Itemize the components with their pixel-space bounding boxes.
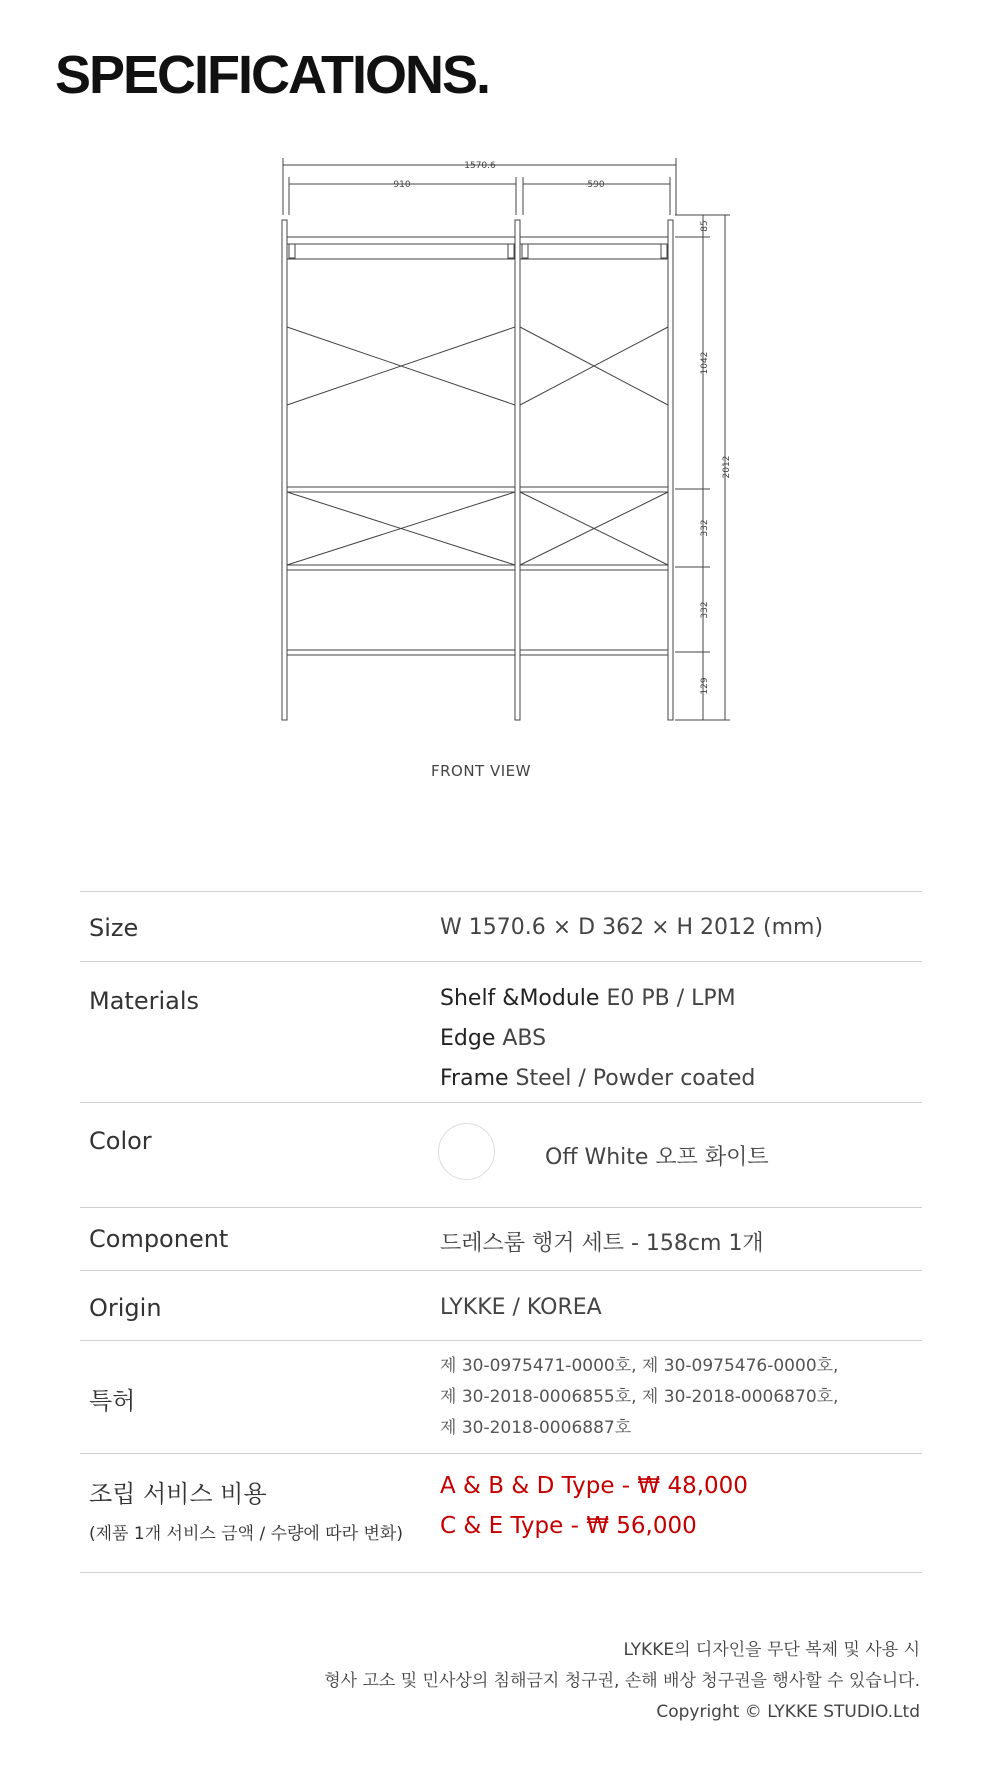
patent-line: 제 30-0975471-0000호, 제 30-0975476-0000호,	[440, 1356, 839, 1376]
spec-row-color	[80, 1103, 922, 1208]
dim-bottom: 129	[700, 677, 710, 695]
materials-line	[440, 1019, 755, 1059]
footer-line: Copyright © LYKKE STUDIO.Ltd	[656, 1702, 920, 1722]
spec-table	[80, 891, 922, 1573]
spec-row-patent	[80, 1341, 922, 1454]
color-swatch	[438, 1123, 495, 1180]
dim-lower: 332	[700, 601, 710, 619]
patent-line: 제 30-2018-0006887호	[440, 1418, 632, 1438]
color-value: Off White 오프 화이트	[545, 1145, 769, 1170]
footer-line: LYKKE의 디자인을 무단 복제 및 사용 시	[623, 1640, 920, 1660]
materials-key: Edge	[440, 1026, 496, 1051]
size-value: W 1570.6 × D 362 × H 2012 (mm)	[440, 915, 824, 940]
dim-total-width: 1570.6	[464, 161, 496, 171]
assembly-price-list	[440, 1466, 748, 1546]
materials-value: Steel / Powder coated	[515, 1066, 756, 1091]
dim-top-gap: 85	[700, 220, 710, 232]
assembly-price: C & E Type - ₩ 56,000	[440, 1513, 697, 1539]
page-title: SPECIFICATIONS.	[55, 45, 490, 105]
spec-row-origin	[80, 1271, 922, 1341]
materials-key: Shelf &Module	[440, 986, 600, 1011]
spec-row-assembly	[80, 1454, 922, 1573]
materials-line	[440, 979, 755, 1019]
assembly-label-block	[89, 1474, 403, 1544]
materials-list	[440, 979, 755, 1099]
materials-label: Materials	[89, 987, 200, 1015]
patent-label: 특허	[89, 1387, 136, 1415]
dim-right-width: 590	[587, 180, 605, 190]
materials-key: Frame	[440, 1066, 509, 1091]
dim-total-height: 2012	[722, 455, 732, 479]
patent-list	[440, 1351, 838, 1444]
assembly-label: 조립 서비스 비용	[89, 1480, 267, 1508]
dim-left-width: 910	[393, 180, 411, 190]
component-label: Component	[89, 1225, 229, 1253]
assembly-sublabel: (제품 1개 서비스 금액 / 수량에 따라 변화)	[89, 1524, 403, 1544]
dim-mid: 332	[700, 519, 710, 537]
patent-line: 제 30-2018-0006855호, 제 30-2018-0006870호,	[440, 1387, 839, 1407]
size-label: Size	[89, 914, 139, 942]
spec-row-size	[80, 892, 922, 962]
materials-value: E0 PB / LPM	[606, 986, 736, 1011]
footer-line: 형사 고소 및 민사상의 침해금지 청구권, 손해 배상 청구권을 행사할 수 있습니다.	[324, 1671, 920, 1691]
origin-value: LYKKE / KOREA	[440, 1295, 602, 1320]
spec-row-materials	[80, 962, 922, 1103]
materials-value: ABS	[502, 1026, 547, 1051]
assembly-price: A & B & D Type - ₩ 48,000	[440, 1473, 748, 1499]
spec-row-component	[80, 1208, 922, 1271]
origin-label: Origin	[89, 1294, 162, 1322]
front-view-drawing	[270, 155, 750, 755]
copyright-notice	[324, 1635, 920, 1728]
color-label: Color	[89, 1127, 152, 1155]
materials-line	[440, 1059, 755, 1099]
component-value: 드레스룸 행거 세트 - 158cm 1개	[440, 1231, 764, 1256]
drawing-caption: FRONT VIEW	[430, 762, 531, 780]
dim-upper: 1042	[700, 351, 710, 375]
